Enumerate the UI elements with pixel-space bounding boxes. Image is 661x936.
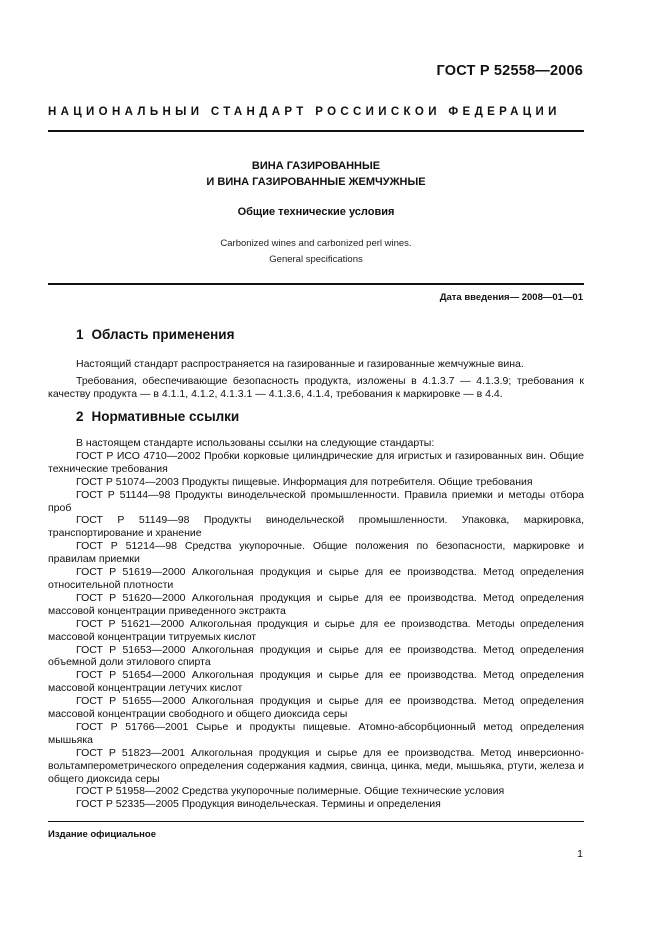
header-rule	[48, 130, 584, 132]
reference-item: ГОСТ Р 52335—2005 Продукция винодельческая. Термины и определения	[76, 798, 441, 811]
reference-item: ГОСТ Р 51619—2000 Алкогольная продукция и сырье для ее производства. Метод определения относительной плотности	[48, 566, 584, 591]
section-2-heading	[76, 409, 239, 424]
reference-item: ГОСТ Р 51149—98 Продукты винодельческой промышленности. Упаковка, маркировка, транспортирование и хранение	[48, 514, 584, 540]
section-2-body	[48, 437, 584, 811]
title-line-1: ВИНА ГАЗИРОВАННЫЕ	[251, 160, 381, 172]
section-1-body	[48, 358, 584, 401]
reference-item: ГОСТ Р 51214—98 Средства укупорочные. Общие положения по безопасности, маркировке и правилам приемки	[48, 540, 584, 566]
reference-item: ГОСТ Р 51766—2001 Сырье и продукты пищевые. Атомно-абсорбционный метод определения мышьяка	[48, 720, 584, 746]
section-1-paragraph: Настоящий стандарт распространяется на газированные и газированные жемчужные вина.	[76, 358, 524, 370]
reference-item: ГОСТ Р 51823—2001 Алкогольная продукция и сырье для ее производства. Метод инверсионно-вольтамперометрического определения содержания кадмия, свинца, цинка, меди, мышьяка, ртути, железа и общего диоксида серы	[48, 746, 584, 785]
edition-label: Издание официальное	[48, 829, 156, 840]
introduction-date: Дата введения— 2008—01—01	[439, 292, 583, 303]
national-standard-heading: НАЦИОНАЛЬНЫЙ СТАНДАРТ РОССИЙСКОЙ ФЕДЕРАЦИИ	[48, 106, 561, 118]
english-title-line-2: General specifications	[269, 254, 363, 265]
footer-rule	[48, 821, 584, 822]
reference-item: ГОСТ Р 51654—2000 Алкогольная продукция и сырье для ее производства. Метод определения массовой концентрации летучих кислот	[48, 669, 584, 695]
english-title-line-1: Carbonized wines and carbonized perl wines.	[220, 238, 412, 249]
section-2-intro: В настоящем стандарте использованы ссылки на следующие стандарты:	[76, 437, 435, 449]
reference-item: ГОСТ Р 51144—98 Продукты винодельческой промышленности. Правила приемки и методы отбора проб	[48, 488, 584, 514]
reference-item: ГОСТ Р 51655—2000 Алкогольная продукция и сырье для ее производства. Метод определения массовой концентрации свободного и общего диоксида серы	[48, 695, 584, 721]
title-line-2: И ВИНА ГАЗИРОВАННЫЕ ЖЕМЧУЖНЫЕ	[206, 176, 426, 188]
reference-item: ГОСТ Р 51958—2002 Средства укупорочные полимерные. Общие технические условия	[76, 785, 505, 798]
section-1-paragraph: Требования, обеспечивающие безопасность продукта, изложены в 4.1.3.7 — 4.1.3.9; требования к качеству продукта — в 4.1.1, 4.1.2, 4.1.3.1 — 4.1.3.6, 4.1.4, требования к маркировке — в 4.4.	[48, 374, 584, 400]
document-subtitle: Общие технические условия	[237, 206, 395, 218]
reference-item: ГОСТ Р 51620—2000 Алкогольная продукция и сырье для ее производства. Метод определения массовой концентрации приведенного экстракта	[48, 591, 584, 617]
section-1-number: 1	[76, 327, 84, 342]
document-number: ГОСТ Р 52558—2006	[436, 63, 583, 79]
section-2-number: 2	[76, 409, 84, 424]
section-1-title: Область применения	[91, 327, 235, 342]
page-number: 1	[577, 848, 583, 860]
section-1-heading	[76, 327, 234, 342]
english-title	[48, 236, 584, 268]
reference-item: ГОСТ Р 51621—2000 Алкогольная продукция и сырье для ее производства. Методы определения массовой концентрации титруемых кислот	[48, 617, 584, 643]
section-2-title: Нормативные ссылки	[91, 409, 240, 424]
title-rule	[48, 283, 584, 285]
reference-list	[48, 450, 584, 811]
reference-item: ГОСТ Р 51653—2000 Алкогольная продукция и сырье для ее производства. Метод определения объемной доли этилового спирта	[48, 643, 584, 669]
document-title	[48, 158, 584, 190]
reference-item: ГОСТ Р ИСО 4710—2002 Пробки корковые цилиндрические для игристых и газированных вин. Общие технические требования	[48, 449, 584, 475]
reference-item: ГОСТ Р 51074—2003 Продукты пищевые. Информация для потребителя. Общие требования	[76, 475, 533, 488]
